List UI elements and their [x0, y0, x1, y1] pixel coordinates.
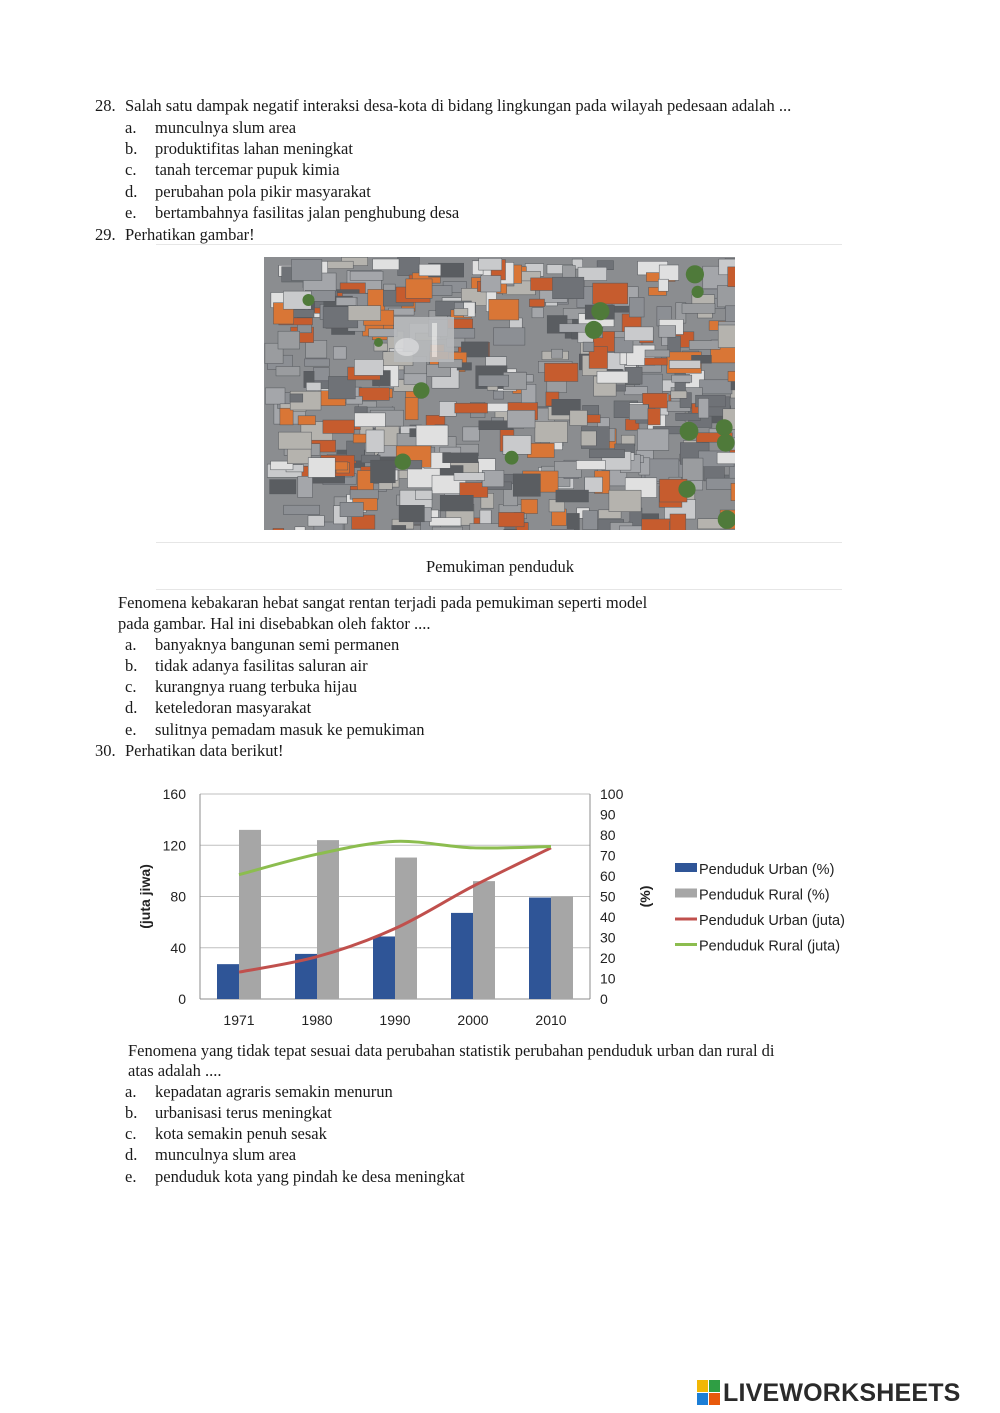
q28-option-e-letter: e. [125, 203, 137, 222]
rooftop [676, 413, 701, 420]
rooftop [405, 398, 418, 420]
rooftop [619, 526, 642, 530]
q30-option-b: urbanisasi terus meningkat [155, 1103, 332, 1122]
x-tick-label: 1971 [223, 1012, 255, 1028]
rooftop [629, 297, 644, 317]
rooftop [625, 327, 654, 341]
rooftop [371, 460, 396, 483]
rooftop [553, 277, 584, 299]
logo-text: LIVEWORKSHEETS [723, 1379, 961, 1407]
q28-option-e: bertambahnya fasilitas jalan penghubung desa [155, 203, 460, 222]
question-29-text: Perhatikan gambar! [125, 225, 255, 244]
rooftop [658, 279, 668, 291]
rooftop [354, 359, 383, 375]
rooftop [292, 259, 322, 280]
rooftop [581, 431, 596, 446]
rooftop [305, 359, 330, 366]
rooftop [430, 518, 461, 526]
y-tick-right: 10 [600, 970, 616, 987]
rooftop [718, 325, 735, 348]
rooftop [637, 429, 668, 450]
rooftop [279, 432, 312, 449]
rooftop [659, 326, 676, 338]
rooftop [278, 331, 300, 349]
legend-swatch [675, 863, 697, 872]
rooftop [355, 413, 386, 427]
rooftop [486, 357, 507, 366]
rooftop [567, 513, 579, 530]
rooftop [494, 328, 525, 345]
rooftop [416, 425, 448, 445]
rooftop [454, 309, 468, 316]
rooftop [455, 403, 488, 413]
q29-paragraph-line-1: Fenomena kebakaran hebat sangat rentan terjadi pada pemukiman seperti model [118, 593, 648, 612]
legend-label: Penduduk Rural (%) [699, 887, 830, 904]
tree [585, 321, 603, 339]
rooftop [308, 458, 335, 478]
rooftop [440, 495, 473, 511]
tree [395, 454, 411, 470]
q30-option-a: kepadatan agraris semakin menurun [155, 1082, 393, 1101]
rooftop [454, 473, 485, 481]
question-30-text: Perhatikan data berikut! [125, 741, 284, 760]
legend-label: Penduduk Rural (juta) [699, 938, 841, 955]
q28-option-a: munculnya slum area [155, 118, 297, 137]
x-tick-label: 1990 [379, 1012, 411, 1028]
rooftop [298, 416, 315, 425]
rooftop [728, 371, 735, 381]
rooftop [359, 388, 389, 401]
q29-option-c-letter: c. [125, 677, 137, 696]
q29-option-c: kurangnya ruang terbuka hijau [155, 677, 358, 696]
population-chart [130, 780, 890, 1035]
rooftop [276, 367, 300, 376]
photo-caption: Pemukiman penduduk [425, 557, 575, 576]
rooftop [513, 474, 540, 496]
rooftop [706, 478, 735, 489]
question-30-number: 30. [95, 741, 116, 760]
rooftop [717, 286, 735, 307]
rooftop [682, 304, 715, 314]
divider [156, 244, 842, 245]
bar [529, 898, 551, 999]
rooftop [352, 515, 375, 529]
rooftop [576, 461, 605, 470]
rooftop [529, 299, 544, 307]
tree [374, 338, 383, 347]
legend-swatch [675, 889, 697, 898]
y-tick-right: 70 [600, 847, 616, 864]
tree [505, 451, 519, 465]
rooftop [298, 476, 313, 497]
rooftop [373, 259, 399, 270]
rooftop [280, 408, 293, 425]
rooftop [583, 342, 594, 351]
rooftop [570, 410, 587, 425]
rooftop [369, 329, 398, 337]
rooftop [593, 283, 628, 304]
rooftop [583, 511, 598, 530]
q29-option-a-letter: a. [125, 635, 137, 654]
y-tick-right: 90 [600, 806, 616, 823]
x-tick-label: 2010 [535, 1012, 567, 1028]
rooftop [717, 452, 735, 463]
divider [156, 542, 842, 543]
q30-paragraph-line-2: atas adalah .... [128, 1061, 222, 1080]
rooftop [306, 382, 321, 390]
bar [239, 830, 261, 999]
rooftop [270, 480, 296, 494]
rooftop [728, 267, 735, 287]
q30-option-c-letter: c. [125, 1124, 137, 1143]
logo-icon [697, 1380, 721, 1406]
bar [551, 897, 573, 1000]
y-axis-title-left: (juta jiwa) [137, 864, 153, 929]
rooftop [350, 490, 378, 499]
rooftop [265, 388, 285, 404]
y-tick-left: 160 [162, 786, 186, 802]
legend-label: Penduduk Urban (juta) [699, 913, 845, 929]
x-tick-label: 2000 [457, 1012, 489, 1028]
rooftop [366, 430, 384, 452]
rooftop [551, 529, 575, 530]
tree [692, 286, 704, 298]
rooftop [308, 516, 324, 527]
rooftop [503, 436, 531, 455]
bar [451, 913, 473, 999]
q29-paragraph-line-2: pada gambar. Hal ini disebabkan oleh faktor .... [118, 614, 431, 633]
q30-option-e: penduduk kota yang pindah ke desa meningkat [155, 1167, 465, 1186]
tree [303, 294, 315, 306]
q28-option-d: perubahan pola pikir masyarakat [155, 182, 371, 201]
rooftop [552, 349, 563, 358]
q30-option-c: kota semakin penuh sesak [155, 1124, 327, 1143]
q30-paragraph-line-1: Fenomena yang tidak tepat sesuai data perubahan statistik perubahan penduduk urban dan rural di [128, 1041, 775, 1060]
question-28-number: 28. [95, 96, 116, 115]
q30-option-e-letter: e. [125, 1167, 137, 1186]
q29-option-d: keteledoran masyarakat [155, 698, 312, 717]
rooftop [669, 360, 700, 368]
rooftop [482, 470, 504, 486]
q29-option-b: tidak adanya fasilitas saluran air [155, 656, 368, 675]
bar [317, 840, 339, 999]
rooftop [284, 505, 320, 515]
rooftop [348, 306, 381, 321]
q29-option-e-letter: e. [125, 720, 137, 739]
divider [156, 589, 842, 590]
rooftop [645, 358, 668, 365]
rooftop [527, 443, 554, 457]
y-tick-right: 80 [600, 827, 616, 843]
y-tick-left: 120 [162, 837, 186, 854]
rooftop [290, 394, 303, 402]
rooftop [313, 368, 329, 381]
legend-label: Penduduk Urban (%) [699, 862, 835, 878]
q28-option-c-letter: c. [125, 160, 137, 179]
y-tick-left: 80 [170, 888, 186, 905]
tree [680, 422, 699, 441]
q29-option-d-letter: d. [125, 698, 138, 717]
rooftop [629, 405, 648, 420]
y-tick-right: 100 [600, 786, 624, 802]
question-28-text: Salah satu dampak negatif interaksi desa-kota di bidang lingkungan pada wilayah pedesaan adalah ... [125, 96, 792, 115]
tree [678, 481, 695, 498]
tree [591, 302, 609, 320]
settlement-photo [264, 257, 735, 530]
bar [217, 964, 239, 999]
y-tick-left: 0 [178, 991, 186, 1007]
rooftop [295, 527, 305, 530]
rooftop [700, 380, 733, 394]
bar [373, 936, 395, 999]
y-tick-right: 0 [600, 991, 608, 1007]
rooftop [545, 363, 578, 381]
rooftop [406, 279, 432, 298]
rooftop [659, 265, 679, 280]
rooftop [521, 499, 537, 513]
rooftop [499, 512, 525, 526]
rooftop [340, 502, 363, 516]
rooftop [507, 410, 535, 428]
rooftop [432, 527, 463, 530]
rooftop [443, 453, 478, 463]
q28-option-d-letter: d. [125, 182, 138, 201]
y-axis-title-right: (%) [637, 885, 653, 908]
rooftop [698, 398, 708, 418]
q29-option-a: banyaknya bangunan semi permanen [155, 635, 400, 654]
y-tick-right: 40 [600, 909, 616, 925]
rooftop [671, 391, 687, 398]
rooftop [731, 483, 735, 500]
bar [473, 881, 495, 999]
liveworksheets-logo [697, 1378, 997, 1408]
rooftop [609, 490, 641, 511]
q29-option-b-letter: b. [125, 656, 138, 675]
rooftop [416, 490, 433, 500]
tree [716, 419, 733, 436]
rooftop [463, 427, 480, 441]
rooftop [481, 276, 501, 292]
rooftop [399, 505, 424, 522]
q28-option-b-letter: b. [125, 139, 138, 158]
rooftop [333, 347, 346, 359]
rooftop [478, 375, 508, 386]
question-29-number: 29. [95, 225, 116, 244]
y-tick-left: 40 [170, 939, 186, 956]
rooftop [273, 528, 284, 530]
rooftop [645, 350, 670, 357]
rooftop [689, 341, 720, 350]
rooftop [336, 297, 356, 305]
q28-option-a-letter: a. [125, 118, 137, 137]
q30-option-a-letter: a. [125, 1082, 137, 1101]
rooftop [648, 409, 660, 425]
rooftop [670, 514, 686, 530]
rooftop [556, 490, 589, 502]
rooftop [439, 402, 456, 417]
tree [413, 382, 429, 398]
q30-option-d-letter: d. [125, 1145, 138, 1164]
rooftop [535, 421, 568, 442]
rooftop [589, 449, 624, 457]
y-tick-right: 50 [600, 888, 616, 905]
y-tick-right: 30 [600, 929, 616, 946]
rooftop [489, 299, 519, 320]
rooftop [323, 420, 354, 433]
rooftop [672, 375, 692, 382]
q30-option-d: munculnya slum area [155, 1145, 297, 1164]
rooftop [532, 308, 544, 318]
rooftop [683, 458, 704, 481]
tree [686, 265, 704, 283]
rooftop [479, 258, 502, 270]
tree [717, 434, 735, 452]
rooftop [350, 271, 383, 280]
y-tick-right: 20 [600, 950, 616, 966]
rooftop [419, 264, 441, 276]
rooftop [306, 340, 327, 358]
rooftop [392, 525, 406, 530]
q29-option-e: sulitnya pemadam masuk ke pemukiman [155, 720, 425, 739]
x-tick-label: 1980 [301, 1012, 333, 1028]
q30-option-b-letter: b. [125, 1103, 138, 1122]
y-tick-right: 60 [600, 868, 616, 884]
rooftop [597, 371, 628, 383]
q28-option-b: produktifitas lahan meningkat [155, 139, 353, 158]
q28-option-c: tanah tercemar pupuk kimia [155, 160, 340, 179]
